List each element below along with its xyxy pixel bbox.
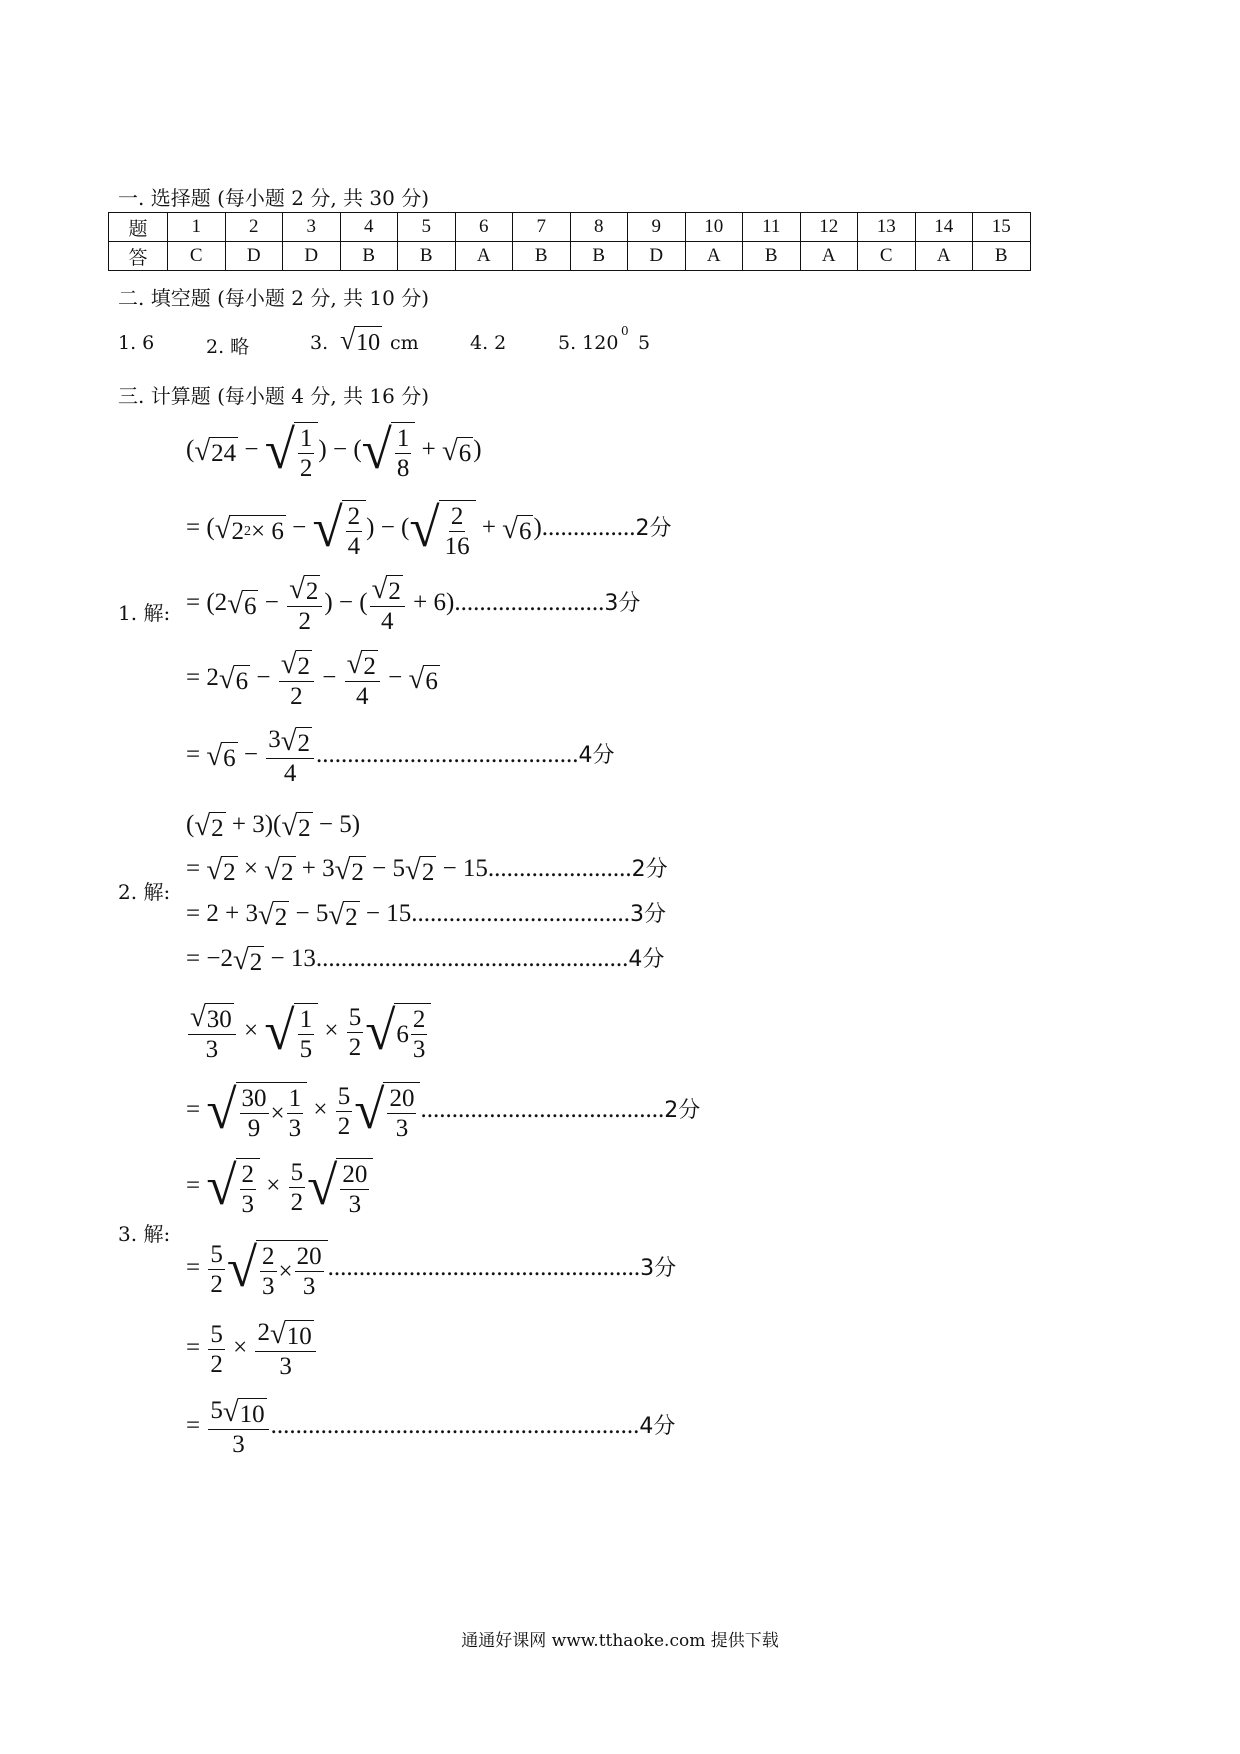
answer-cell: D	[225, 242, 283, 271]
fill-answer-3-label: 3.	[310, 332, 329, 354]
problem-3-step-1: = √ $\frac{30}{9}$ × $\frac{1}{3}$ × $\frac{5}{2}$ √ $\frac{20}{3}$ .......................................2分	[186, 1079, 701, 1142]
answer-cell: A	[455, 242, 513, 271]
fill-answer-1: 1. 6	[118, 332, 155, 354]
problem-3-expression: √ 30 3 × √ $\frac{1}{5}$ × $\frac{5}{2}$ √ 6 $\frac{2}{3}$	[186, 1003, 431, 1062]
problem-1-expression: ( √ 24 − √ $\frac{1}{2}$ ) − ( √ $\frac{1}{8}$ + √ 6 )	[186, 419, 482, 482]
problem-3-label: 3. 解:	[118, 1222, 171, 1246]
problem-1-step-4: = √ 6 − 3 √ 2 4 ..........................................4分	[186, 725, 615, 787]
section3-title: 三. 计算题 (每小题 4 分, 共 16 分)	[118, 384, 429, 408]
question-number: 8	[570, 213, 628, 242]
problem-3-step-2: = √ $\frac{2}{3}$ × $\frac{5}{2}$ √ $\frac{20}{3}$	[186, 1158, 373, 1217]
answer-cell: A	[685, 242, 743, 271]
row-header-question: 题	[109, 213, 168, 242]
problem-2-expression: ( √ 2 + 3)( √ 2 − 5)	[186, 810, 361, 842]
fill-answer-3-root: √ 10	[340, 324, 381, 356]
answer-cell: C	[168, 242, 226, 271]
score-4: 4分	[639, 1414, 676, 1440]
score-3: 3分	[629, 902, 666, 928]
problem-3-step-5: = 5 √ 10 3 ...........................................................4分	[186, 1396, 676, 1458]
question-number: 5	[398, 213, 456, 242]
fill-answer-5: 5. 120	[558, 332, 619, 354]
score-3: 3分	[604, 591, 641, 617]
problem-2-label: 2. 解:	[118, 880, 171, 904]
fill-answer-4: 4. 2	[470, 332, 507, 354]
question-number: 6	[455, 213, 513, 242]
answer-cell: B	[570, 242, 628, 271]
question-number: 9	[628, 213, 686, 242]
answer-cell: B	[743, 242, 801, 271]
score-2: 2分	[664, 1098, 701, 1124]
table-row-questions	[109, 213, 1031, 242]
problem-1-step-3: = 2 √ 6 − √ 2 2 − √ 2 4 − √ 6	[186, 648, 438, 710]
row-header-answer: 答	[109, 242, 168, 271]
answer-cell: B	[340, 242, 398, 271]
score-2: 2分	[631, 857, 668, 883]
question-number: 13	[858, 213, 916, 242]
score-2: 2分	[635, 516, 672, 542]
section1-title: 一. 选择题 (每小题 2 分, 共 30 分)	[118, 186, 429, 210]
question-number: 1	[168, 213, 226, 242]
question-number: 4	[340, 213, 398, 242]
answer-cell: D	[283, 242, 341, 271]
answer-cell: B	[398, 242, 456, 271]
answer-cell: D	[628, 242, 686, 271]
question-number: 14	[915, 213, 973, 242]
answer-cell: C	[858, 242, 916, 271]
footer-credit: 通通好课网 www.tthaoke.com 提供下载	[461, 1631, 779, 1651]
problem-2-step-1: = √ 2 × √ 2 + 3 √ 2 − 5 √ 2 − 15.......................2分	[186, 854, 668, 886]
fill-answer-3-unit: cm	[390, 332, 419, 354]
question-number: 10	[685, 213, 743, 242]
fill-answer-2: 2. 略	[206, 336, 250, 358]
fill-answer-5-extra: 5	[638, 332, 651, 354]
answer-cell: B	[973, 242, 1031, 271]
answer-cell: A	[915, 242, 973, 271]
problem-1-step-1: = ( √ 2 2 × 6 − √ $\frac{2}{4}$ ) − ( √ $\frac{2}{16}$ + √ 6 )...............2分	[186, 497, 672, 560]
answer-cell: B	[513, 242, 571, 271]
question-number: 12	[800, 213, 858, 242]
problem-3-step-4: = $\frac{5}{2}$ × 2 √ 10 3	[186, 1320, 318, 1379]
question-number: 11	[743, 213, 801, 242]
question-number: 15	[973, 213, 1031, 242]
score-4: 4分	[628, 947, 665, 973]
question-number: 2	[225, 213, 283, 242]
section2-title: 二. 填空题 (每小题 2 分, 共 10 分)	[118, 286, 429, 310]
problem-1-step-2: = (2 √ 6 − √ 2 2 ) − ( √ 2 4 + 6)........................3分	[186, 573, 641, 635]
answer-table	[108, 212, 1031, 271]
question-number: 3	[283, 213, 341, 242]
table-row-answers	[109, 242, 1031, 271]
problem-2-step-2: = 2 + 3 √ 2 − 5 √ 2 − 15...................................3分	[186, 899, 666, 931]
problem-3-step-3: = $\frac{5}{2}$ √ $\frac{2}{3}$ × $\frac{20}{3}$ ..................................................3分	[186, 1237, 677, 1300]
fill-answer-5-superscript: 0	[621, 324, 629, 338]
answer-cell: A	[800, 242, 858, 271]
problem-1-label: 1. 解:	[118, 601, 171, 625]
score-4: 4分	[578, 743, 615, 769]
score-3: 3分	[640, 1256, 677, 1282]
question-number: 7	[513, 213, 571, 242]
problem-2-step-3: = −2 √ 2 − 13..................................................4分	[186, 944, 665, 976]
